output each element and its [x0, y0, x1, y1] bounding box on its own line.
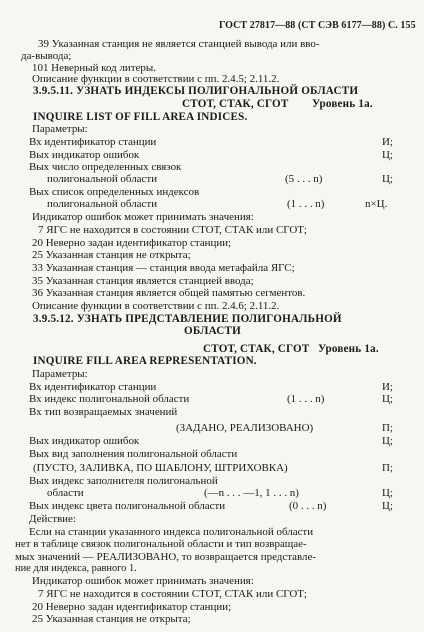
- param2-station-id: Вх идентификатор станции: [29, 380, 157, 393]
- param2-style-index: Вых индекс заполнителя полигональной: [29, 474, 218, 487]
- param2-return-type: Вх тип возвращаемых значений: [29, 405, 178, 418]
- param2-return-type-values: (ЗАДАНО, РЕАЛИЗОВАНО): [176, 422, 314, 435]
- param2-style-index-range: (—n . . . —1, 1 . . . n): [204, 487, 299, 500]
- action-label: Действие:: [29, 512, 76, 525]
- param2-interior-style-type: П;: [382, 462, 393, 474]
- action-text-2: нет в таблице связок полигональной области и тип возвращае-: [15, 538, 307, 551]
- param2-station-id-type: И;: [382, 380, 393, 393]
- error-7-a: 7 ЯГС не находится в состоянии СТОТ, СТАК или СГОТ;: [38, 223, 307, 236]
- param2-colour-index-type: Ц;: [382, 500, 393, 513]
- error-values-intro-1: Индикатор ошибок может принимать значения:: [32, 211, 254, 224]
- action-text-3: мых значений — РЕАЛИЗОВАНО, то возвращается представле-: [15, 550, 317, 563]
- param2-interior-style: Вых вид заполнения полигональной области: [29, 447, 238, 460]
- param2-error-indicator-type: Ц;: [382, 434, 393, 447]
- param-count-bundles-type: Ц;: [382, 173, 393, 186]
- section-3-9-5-11-states: СТОТ, СТАК, СГОТ: [182, 97, 289, 110]
- param2-style-index-type: Ц;: [382, 487, 393, 500]
- param-station-id: Вх идентификатор станции: [29, 135, 157, 148]
- function-description-2: Описание функции в соответствии с пп. 2.4.6; 2.11.2.: [32, 299, 280, 312]
- error-25-a: 25 Указанная станция не открыта;: [32, 249, 191, 262]
- error-25-b: 25 Указанная станция не открыта;: [32, 613, 191, 626]
- error-33: 33 Указанная станция — станция ввода метафайла ЯГС;: [32, 261, 295, 274]
- param-count-bundles: Вых число определенных связок: [29, 161, 182, 174]
- page-header: ГОСТ 27817—88 (СТ СЭВ 6177—88) С. 155: [219, 20, 416, 31]
- error-36: 36 Указанная станция является общей памятью сегментов.: [32, 287, 306, 300]
- section-3-9-5-12-english: INQUIRE FILL AREA REPRESENTATION.: [33, 355, 257, 368]
- param-error-indicator-type: Ц;: [382, 148, 393, 161]
- section-3-9-5-12-title-cont: ОБЛАСТИ: [184, 325, 242, 338]
- param-error-indicator: Вых индикатор ошибок: [29, 148, 140, 161]
- param2-colour-index: Вых индекс цвета полигональной области: [29, 500, 226, 513]
- param2-error-indicator: Вых индикатор ошибок: [29, 434, 140, 447]
- param-list-indices-type: n×Ц.: [365, 198, 388, 211]
- param2-fill-index-range: (1 . . . n): [287, 393, 325, 406]
- function-description-1: Описание функции в соответствии с пп. 2.4.5; 2.11.2.: [32, 73, 280, 86]
- error-values-intro-2: Индикатор ошибок может принимать значения:: [32, 575, 254, 588]
- param2-fill-index: Вх индекс полигональной области: [29, 393, 190, 406]
- param2-interior-style-values: (ПУСТО, ЗАЛИВКА, ПО ШАБЛОНУ, ШТРИХОВКА): [33, 462, 288, 474]
- error-35: 35 Указанная станция является станцией ввода;: [32, 274, 254, 287]
- section-3-9-5-12-level: Уровень 1а.: [318, 342, 379, 355]
- error-20-a: 20 Неверно задан идентификатор станции;: [32, 236, 232, 249]
- param2-fill-index-type: Ц;: [382, 393, 393, 406]
- param2-style-index-cont: области: [47, 487, 84, 500]
- error-7-b: 7 ЯГС не находится в состоянии СТОТ, СТАК или СГОТ;: [38, 588, 307, 600]
- action-text-4: ние для индекса, равного 1.: [15, 562, 137, 574]
- param-list-indices-range: (1 . . . n): [287, 198, 325, 211]
- error-20-b: 20 Неверно задан идентификатор станции;: [32, 600, 232, 613]
- parameters-label-1: Параметры:: [32, 123, 88, 136]
- param-count-bundles-range: (5 . . . n): [285, 173, 323, 186]
- param-station-id-type: И;: [382, 135, 393, 148]
- action-text-1: Если на станции указанного индекса полигональной области: [29, 525, 314, 538]
- section-3-9-5-11-title: 3.9.5.11. УЗНАТЬ ИНДЕКСЫ ПОЛИГОНАЛЬНОЙ ОБЛАСТИ: [33, 85, 359, 98]
- error-39-cont: да-вывода;: [21, 49, 72, 62]
- section-3-9-5-12-states: СТОТ, СТАК, СГОТ: [203, 342, 310, 355]
- param2-return-type-type: П;: [382, 422, 393, 435]
- error-39: 39 Указанная станция не является станцией вывода или вво-: [38, 38, 320, 51]
- section-3-9-5-12-title: 3.9.5.12. УЗНАТЬ ПРЕДСТАВЛЕНИЕ ПОЛИГОНАЛЬНОЙ: [33, 312, 342, 325]
- section-3-9-5-11-level: Уровень 1а.: [312, 97, 373, 110]
- param-count-bundles-cont: полигональной области: [47, 173, 158, 186]
- error-101: 101 Неверный код литеры.: [32, 61, 156, 74]
- param-list-indices-cont: полигональной области: [47, 198, 158, 211]
- param-list-indices: Вых список определенных индексов: [29, 185, 200, 198]
- param2-colour-index-range: (0 . . . n): [289, 500, 327, 513]
- parameters-label-2: Параметры:: [32, 367, 88, 380]
- section-3-9-5-11-english: INQUIRE LIST OF FILL AREA INDICES.: [33, 110, 248, 123]
